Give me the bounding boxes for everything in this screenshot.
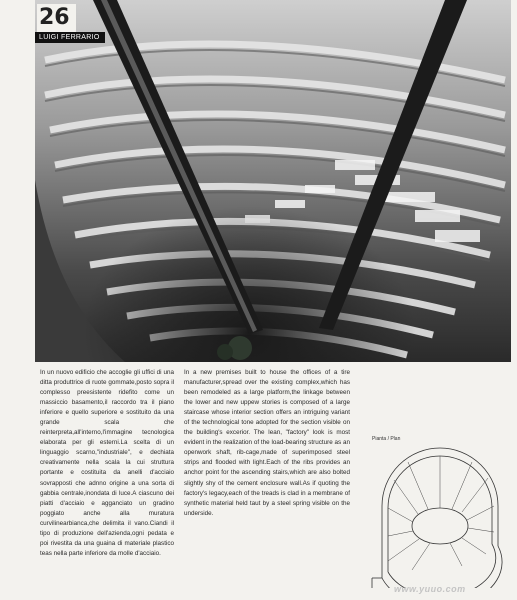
italian-text-column: In un nuovo edificio che accoglie gli uffici di una ditta produttrice di ruote gommate,posto sopra il complesso preesistente ridefito come un massiccio basamento,il raccordo tra il piano inferiore e quello superiore e sostituito da una grande scala che reinterpreta,all'interno,l'immagine tecnologica elaborata per gli esterni.La scelta di un linguaggio scarno,"industriale", e dechiata creativamente nella scala la cui struttura portante e costituita da anelli d'acciaio sovrapposti che adnno origine a una sorta di gabbia centrale,inondata di luce.A ciascuno dei piatti d'acciaio e agganciato un gradino poggiato anche alla muratura curvilinearbianca,che delimita il vano.Ciandi il tipo di produzione dell'azienda,ogni pedata e poi rivestita da una guaina di materiale plastico teas nella parte inferiore da molle d'acciaio.	[40, 369, 174, 557]
author-label: LUIGI FERRARIO	[35, 32, 105, 43]
english-text-column: In a new premises built to house the offices of a tire manufacturer,spread over the existing complex,which has been remodeled as a large platform,the linkage between the lower and new uppew stories is composed of a large staircase whose interior section offers an intriguing variant of the technological tone adopted for the section visible on the building's excerior. The lean, "factory" look is most evident in the realization of the load-bearing structure as an openwork shaft, rib-cage,made of superimposed steel strips and flooded with light.Each of the ribs provides an anchor point for the ascending stairs,which are also bolted slightly shy of the cement enclosure wall.As if quoting the factory's legacy,each of the treads is clad in a membrane of synthetic material held taut by a steel spring visible on the underside.	[184, 369, 350, 517]
plan-label: Pianta / Plan	[372, 436, 401, 442]
page-number: 26	[37, 4, 76, 32]
floor-plan-drawing	[362, 446, 507, 588]
architecture-photo	[35, 0, 511, 362]
watermark-text: www.yuuo.com	[394, 584, 466, 594]
staircase-photo-illustration	[35, 0, 511, 362]
